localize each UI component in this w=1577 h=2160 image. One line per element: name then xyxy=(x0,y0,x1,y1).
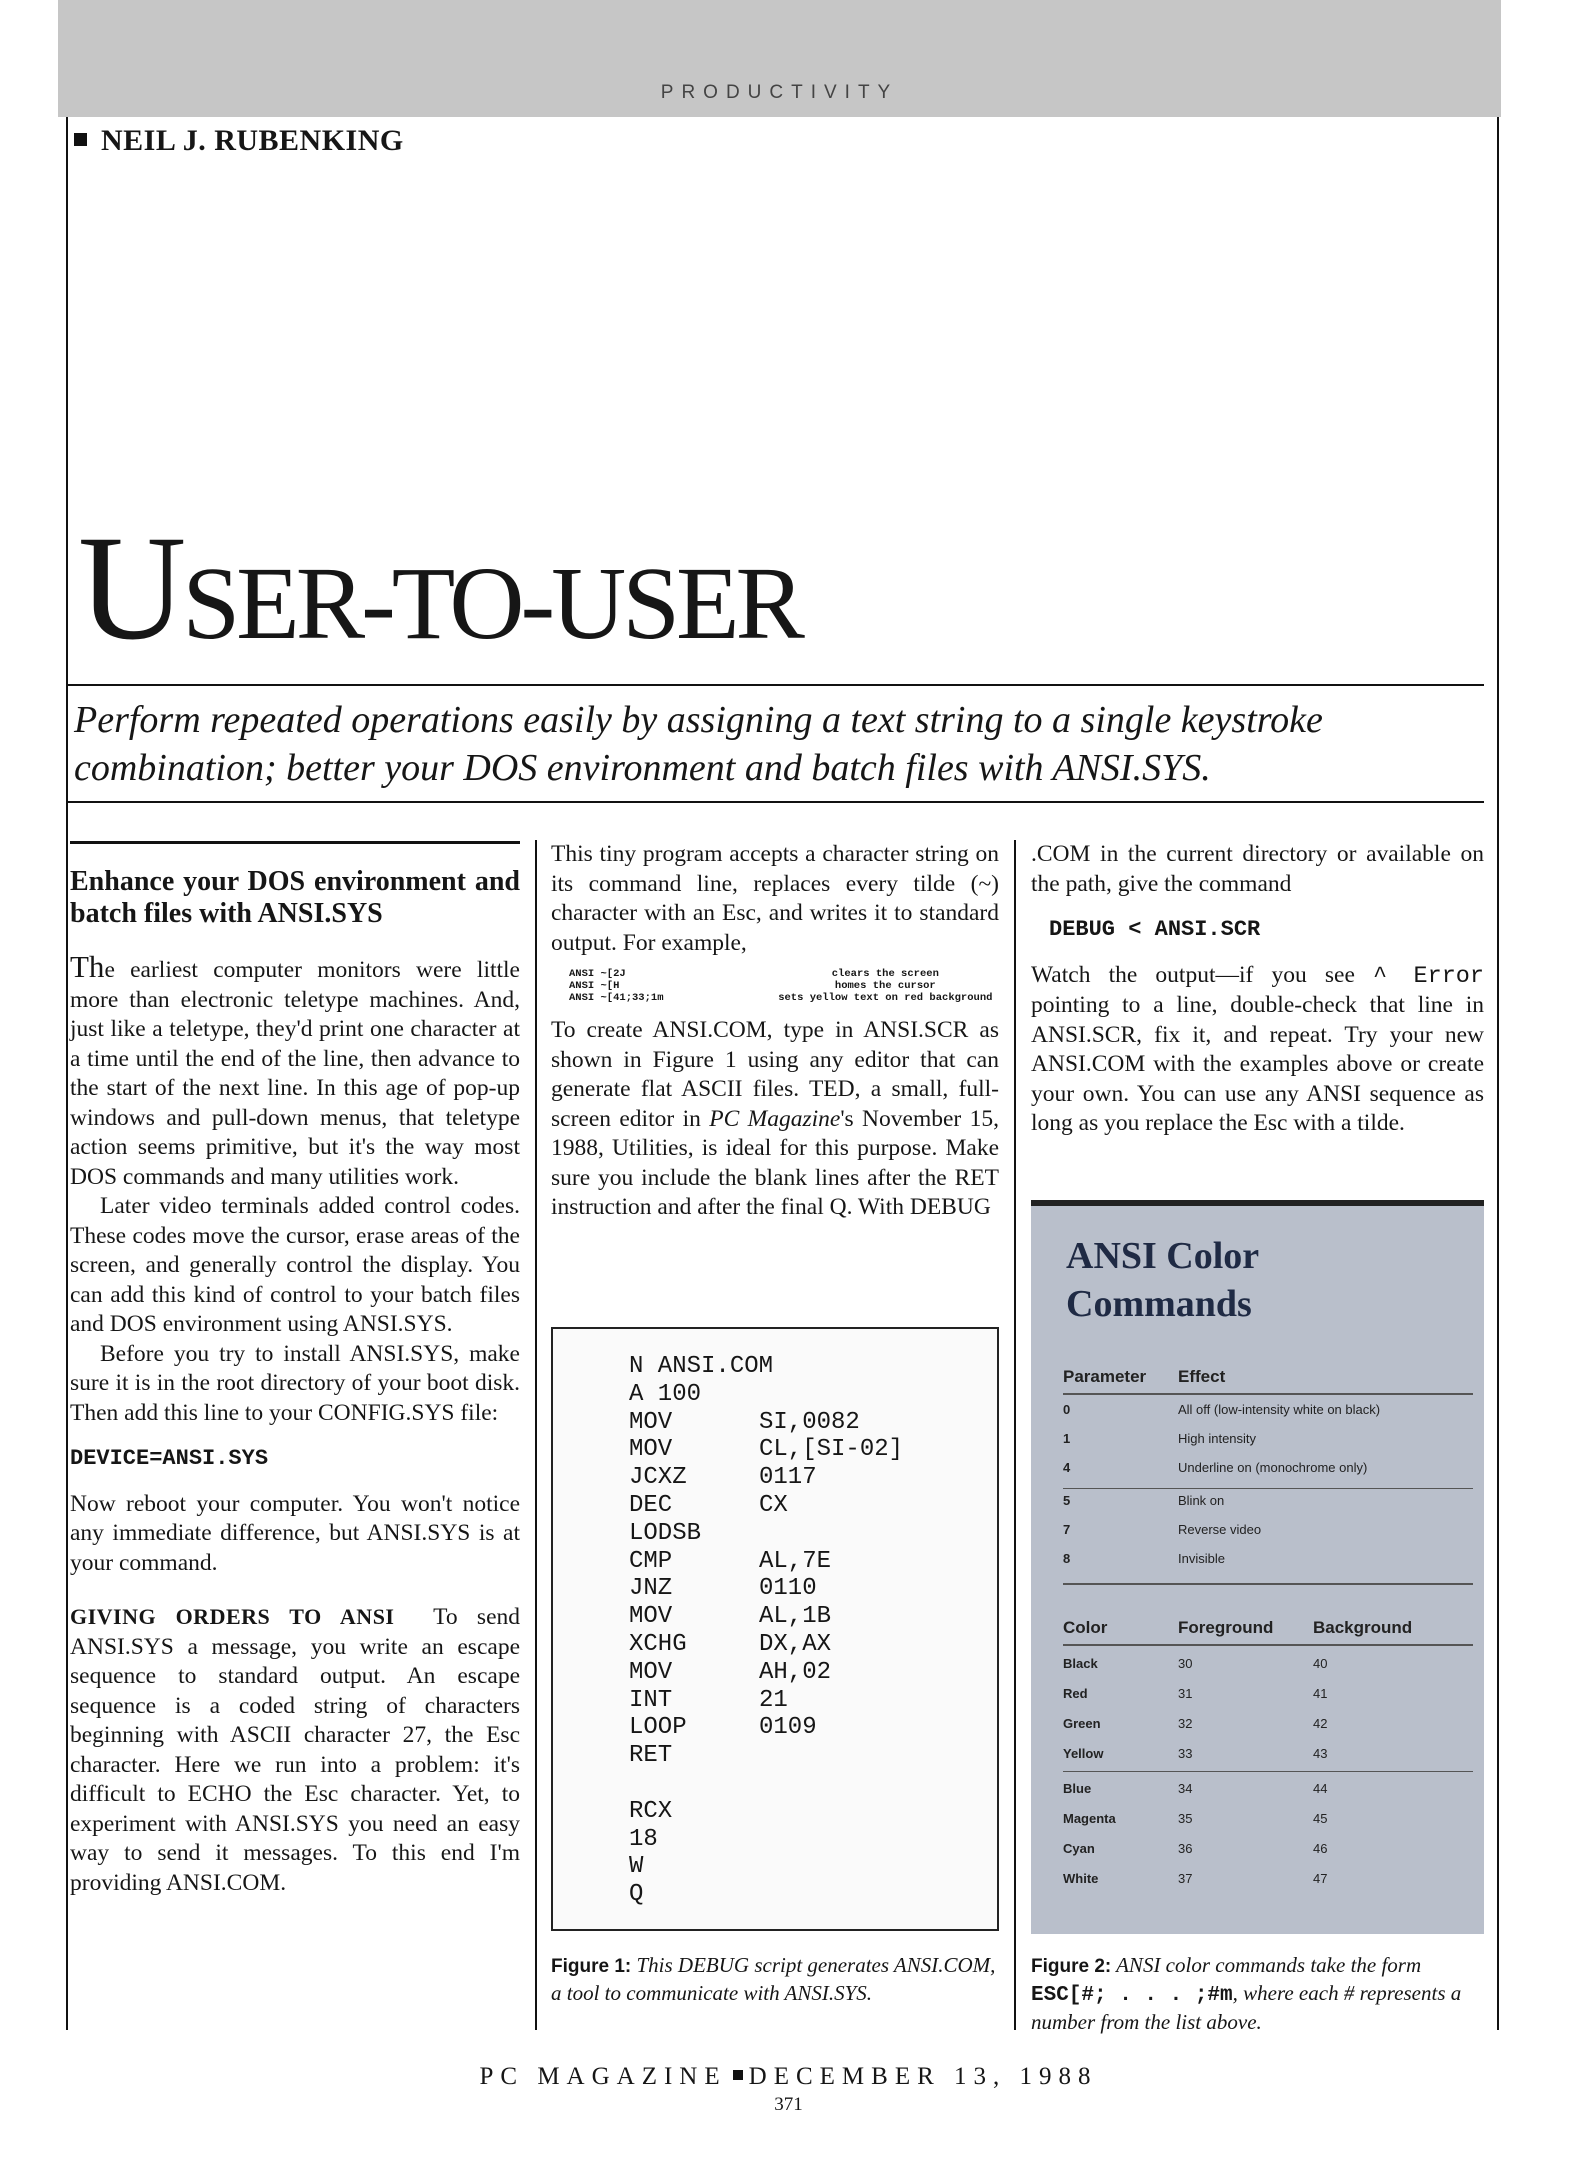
code-instruction: MOV xyxy=(629,1658,673,1686)
article-title xyxy=(78,505,801,684)
author-byline xyxy=(74,124,404,158)
column-rule-2 xyxy=(1014,840,1016,2030)
paragraph: Now reboot your computer. You won't notice any immediate difference, but ANSI.SYS is at your command. xyxy=(70,1490,520,1576)
code-instruction: RCX xyxy=(629,1797,673,1825)
section-label: PRODUCTIVITY xyxy=(660,82,899,103)
color-rows xyxy=(1063,1650,1473,1895)
code-operand: DX,AX xyxy=(759,1630,832,1658)
example-command: ANSI ~[H xyxy=(569,980,620,992)
table-row xyxy=(1063,1516,1473,1545)
example-description: clears the screen xyxy=(831,968,939,980)
code-operand: CL,[SI-02] xyxy=(759,1436,904,1464)
code-line xyxy=(629,1548,989,1576)
paragraph-text: To create ANSI.COM, type in ANSI.SCR as shown in Figure 1 using any editor that can generate flat ASCII files. TED, a small, full-screen editor in xyxy=(551,1017,999,1132)
code-line xyxy=(629,1409,989,1437)
frame-left-rule xyxy=(66,117,68,2030)
article-deck: Perform repeated operations easily by assigning a text string to a single keystroke combination; better your DOS environment and batch files with ANSI.SYS. xyxy=(74,699,1323,789)
table-row xyxy=(1063,1805,1473,1835)
column-3 xyxy=(1031,840,1484,1139)
foreground-code: 31 xyxy=(1178,1686,1193,1701)
color-table xyxy=(1063,1612,1473,1638)
background-code: 45 xyxy=(1313,1811,1328,1826)
table-row xyxy=(1063,1650,1473,1680)
code-line xyxy=(629,1853,989,1881)
background-code: 43 xyxy=(1313,1746,1328,1761)
code-line xyxy=(629,1575,989,1603)
author-name: NEIL J. RUBENKING xyxy=(101,124,404,157)
col1-top-rule xyxy=(70,841,520,844)
code-line xyxy=(629,1353,989,1381)
table-row xyxy=(1063,1454,1473,1487)
paragraph xyxy=(70,1602,520,1898)
foreground-code: 35 xyxy=(1178,1811,1193,1826)
code-line xyxy=(629,1381,989,1409)
caption-label: Figure 2: xyxy=(1031,1956,1112,1977)
code-operand: 0109 xyxy=(759,1714,817,1742)
code-line xyxy=(629,1436,989,1464)
color-name: White xyxy=(1063,1871,1099,1886)
parameter-effect: Invisible xyxy=(1178,1551,1225,1566)
table-row xyxy=(1063,1740,1473,1775)
foreground-code: 37 xyxy=(1178,1871,1193,1886)
parameter-effect: All off (low-intensity white on black) xyxy=(1178,1402,1381,1417)
section-banner xyxy=(58,0,1501,117)
code-line xyxy=(629,1826,989,1854)
issue-date: DECEMBER 13, 1988 xyxy=(748,2063,1098,2090)
figure-1-caption xyxy=(551,1952,999,2006)
paragraph-text: Watch the output—if you see xyxy=(1031,961,1374,988)
paragraph-text: pointing to a line, double-check that line in ANSI.SCR, fix it, and repeat. Try your new ANSI.COM with the examples above or create your own. You can use any ANSI sequence as long as you replace the Esc with a tilde. xyxy=(1031,992,1484,1136)
example-command: ANSI ~[2J xyxy=(569,968,626,980)
page-number: 371 xyxy=(774,2094,803,2115)
background-code: 47 xyxy=(1313,1871,1328,1886)
code-instruction: MOV xyxy=(629,1436,673,1464)
code-instruction: DEC xyxy=(629,1491,673,1519)
color-name: Green xyxy=(1063,1716,1101,1731)
table-row xyxy=(1063,1680,1473,1710)
bullet-square-icon xyxy=(733,2070,743,2080)
background-code: 42 xyxy=(1313,1716,1328,1731)
code-instruction: RET xyxy=(629,1742,673,1770)
table-rule xyxy=(1063,1393,1473,1395)
table-row xyxy=(1063,1865,1473,1895)
table-row xyxy=(1063,1396,1473,1425)
table-row xyxy=(1063,1835,1473,1865)
caption-text: , where each # represents a number from the list above. xyxy=(1031,1981,1462,2034)
color-name: Magenta xyxy=(1063,1811,1116,1826)
code-lines xyxy=(629,1353,989,1909)
column-header: Background xyxy=(1313,1618,1413,1637)
paragraph-text: To send ANSI.SYS a message, you write an escape sequence to standard output. An escape sequence is a coded string of characters beginning with ASCII character 27, the Esc character. Here we run into a problem: it's difficult to ECHO the Esc character. Yet, to experiment with ANSI.SYS you need an easy way to send it messages. To this end I'm providing ANSI.COM. xyxy=(70,1604,520,1896)
parameter-code: 7 xyxy=(1063,1522,1071,1537)
background-code: 40 xyxy=(1313,1656,1328,1671)
code-line: DEBUG < ANSI.SCR xyxy=(1049,917,1261,942)
code-line xyxy=(629,1770,989,1798)
code-line xyxy=(629,1742,989,1770)
title-initial: U xyxy=(78,505,183,671)
code-instruction: Q xyxy=(629,1881,644,1909)
code-instruction: W xyxy=(629,1853,644,1881)
parameter-code: 4 xyxy=(1063,1460,1071,1475)
example-command: ANSI ~[41;33;1m xyxy=(569,992,664,1004)
column-header: Effect xyxy=(1178,1367,1226,1386)
table-row xyxy=(1063,1425,1473,1454)
code-line xyxy=(629,1631,989,1659)
paragraph xyxy=(70,949,520,1192)
ansi-title-line: ANSI Color xyxy=(1066,1235,1260,1277)
foreground-code: 30 xyxy=(1178,1656,1193,1671)
caption-code: ESC[#; . . . ;#m xyxy=(1031,1984,1233,2007)
ansi-title-line: Commands xyxy=(1066,1283,1252,1325)
page-footer xyxy=(0,2063,1577,2091)
parameter-effect: Blink on xyxy=(1178,1493,1225,1508)
code-line xyxy=(629,1603,989,1631)
example-description: homes the cursor xyxy=(834,980,936,992)
magazine-name: PC Magazine xyxy=(709,1105,841,1132)
table-rule xyxy=(1063,1771,1473,1772)
foreground-code: 33 xyxy=(1178,1746,1193,1761)
background-code: 41 xyxy=(1313,1686,1328,1701)
table-row xyxy=(1063,1775,1473,1805)
column-header: Color xyxy=(1063,1618,1108,1637)
code-operand: AL,7E xyxy=(759,1547,832,1575)
paragraph: This tiny program accepts a character string on its command line, replaces every tilde (~) character with an Esc, and writes it to standard output. For example, xyxy=(551,841,999,956)
code-instruction: JCXZ xyxy=(629,1464,687,1492)
table-rule xyxy=(1063,1488,1473,1489)
color-name: Red xyxy=(1063,1686,1088,1701)
paragraph: .COM in the current directory or available on the path, give the command xyxy=(1031,841,1484,897)
bullet-square-icon xyxy=(74,133,87,146)
foreground-code: 34 xyxy=(1178,1781,1193,1796)
column-1 xyxy=(70,866,520,1898)
run-in-subhead: GIVING ORDERS TO ANSI xyxy=(70,1604,395,1629)
parameter-effect: Reverse video xyxy=(1178,1522,1262,1537)
code-operand: 0117 xyxy=(759,1464,817,1492)
code-line xyxy=(629,1798,989,1826)
paragraph-text: 's November 15, 1988, Utilities, is ideal for this purpose. Make sure you include the blank lines after the RET instruction and after the final Q. With DEBUG xyxy=(551,1105,999,1220)
paragraph xyxy=(1031,961,1484,1139)
parameter-code: 5 xyxy=(1063,1493,1071,1508)
code-instruction: CMP xyxy=(629,1547,673,1575)
example-description: sets yellow text on red background xyxy=(778,992,993,1004)
column-header: Foreground xyxy=(1178,1618,1274,1637)
code-instruction: XCHG xyxy=(629,1630,687,1658)
color-name: Black xyxy=(1063,1656,1098,1671)
title-rule xyxy=(66,684,1484,686)
color-name: Blue xyxy=(1063,1781,1092,1796)
code-instruction: MOV xyxy=(629,1408,673,1436)
figure-2-caption xyxy=(1031,1952,1484,2035)
color-name: Yellow xyxy=(1063,1746,1104,1761)
code-operand: SI,0082 xyxy=(759,1408,860,1436)
background-code: 46 xyxy=(1313,1841,1328,1856)
parameter-rows xyxy=(1063,1396,1473,1574)
code-line xyxy=(629,1520,989,1548)
example-row xyxy=(569,968,999,980)
parameter-table xyxy=(1063,1361,1473,1387)
code-line xyxy=(629,1464,989,1492)
code-line xyxy=(629,1492,989,1520)
deck-rule xyxy=(66,801,1484,803)
table-rule xyxy=(1063,1583,1473,1585)
example-row xyxy=(569,992,999,1004)
column-header: Parameter xyxy=(1063,1367,1147,1386)
code-instruction: 18 xyxy=(629,1825,658,1853)
title-rest: SER-TO-USER xyxy=(182,546,801,661)
code-line xyxy=(629,1714,989,1742)
parameter-effect: High intensity xyxy=(1178,1431,1257,1446)
caption-text: ANSI color commands take the form xyxy=(1116,1953,1422,1977)
table-header-row xyxy=(1063,1361,1473,1387)
code-operand: 0110 xyxy=(759,1575,817,1603)
paragraph: Before you try to install ANSI.SYS, make sure it is in the root directory of your boot disk. Then add this line to your CONFIG.SYS file: xyxy=(70,1340,520,1426)
background-code: 44 xyxy=(1313,1781,1328,1796)
parameter-effect: Underline on (monochrome only) xyxy=(1178,1460,1368,1475)
paragraph: Later video terminals added control codes. These codes move the cursor, erase areas of the screen, and generally control the display. You can add this kind of control to your batch files and DOS environment using ANSI.SYS. xyxy=(70,1193,520,1337)
code-instruction: INT xyxy=(629,1686,673,1714)
figure-2-ansi-table xyxy=(1031,1200,1484,1934)
drop-cap: Th xyxy=(70,949,105,984)
column-rule-1 xyxy=(535,840,537,2030)
column-2 xyxy=(551,840,999,1223)
foreground-code: 32 xyxy=(1178,1716,1193,1731)
table-row xyxy=(1063,1545,1473,1574)
code-instruction: LOOP xyxy=(629,1714,687,1742)
code-instruction: LODSB xyxy=(629,1519,702,1547)
code-operand: 21 xyxy=(759,1686,788,1714)
table-rule xyxy=(1063,1644,1473,1646)
table-header-row xyxy=(1063,1612,1473,1638)
figure-1-code-listing xyxy=(551,1327,999,1931)
example-row xyxy=(569,980,999,992)
example-table xyxy=(569,968,999,1004)
table-row xyxy=(1063,1710,1473,1740)
caption-text: This DEBUG script generates ANSI.COM, a tool to communicate with ANSI.SYS. xyxy=(551,1953,996,2005)
code-line xyxy=(629,1659,989,1687)
sidebar-heading: Enhance your DOS environment and batch files with ANSI.SYS xyxy=(70,866,520,929)
code-line xyxy=(629,1687,989,1715)
paragraph-text: e earliest computer monitors were little more than electronic teletype machines. And, just like a teletype, they'd print one character at a time until the end of the line, then advance to the start of the next line. In this age of pop-up windows and pull-down menus, that teletype action seems primitive, but it's the way most DOS commands and many utilities work. xyxy=(70,957,520,1190)
parameter-code: 1 xyxy=(1063,1431,1071,1446)
code-instruction: MOV xyxy=(629,1603,673,1631)
code-instruction: A 100 xyxy=(629,1380,702,1408)
paragraph xyxy=(551,1016,999,1223)
caption-label: Figure 1: xyxy=(551,1956,632,1977)
magazine-name: PC MAGAZINE xyxy=(479,2063,727,2090)
code-operand: AH,02 xyxy=(759,1658,832,1686)
code-line: DEVICE=ANSI.SYS xyxy=(70,1446,269,1471)
table-row xyxy=(1063,1487,1473,1516)
code-instruction: N ANSI.COM xyxy=(629,1353,774,1380)
error-text: ^ Error xyxy=(1373,962,1484,990)
code-operand: CX xyxy=(759,1491,788,1519)
frame-right-rule xyxy=(1497,117,1499,2030)
code-operand: AL,1B xyxy=(759,1603,832,1631)
ansi-box-title xyxy=(1066,1232,1259,1328)
code-instruction: JNZ xyxy=(629,1575,673,1603)
code-line xyxy=(629,1881,989,1909)
parameter-code: 8 xyxy=(1063,1551,1071,1566)
color-name: Cyan xyxy=(1063,1841,1095,1856)
parameter-code: 0 xyxy=(1063,1402,1071,1417)
foreground-code: 36 xyxy=(1178,1841,1193,1856)
